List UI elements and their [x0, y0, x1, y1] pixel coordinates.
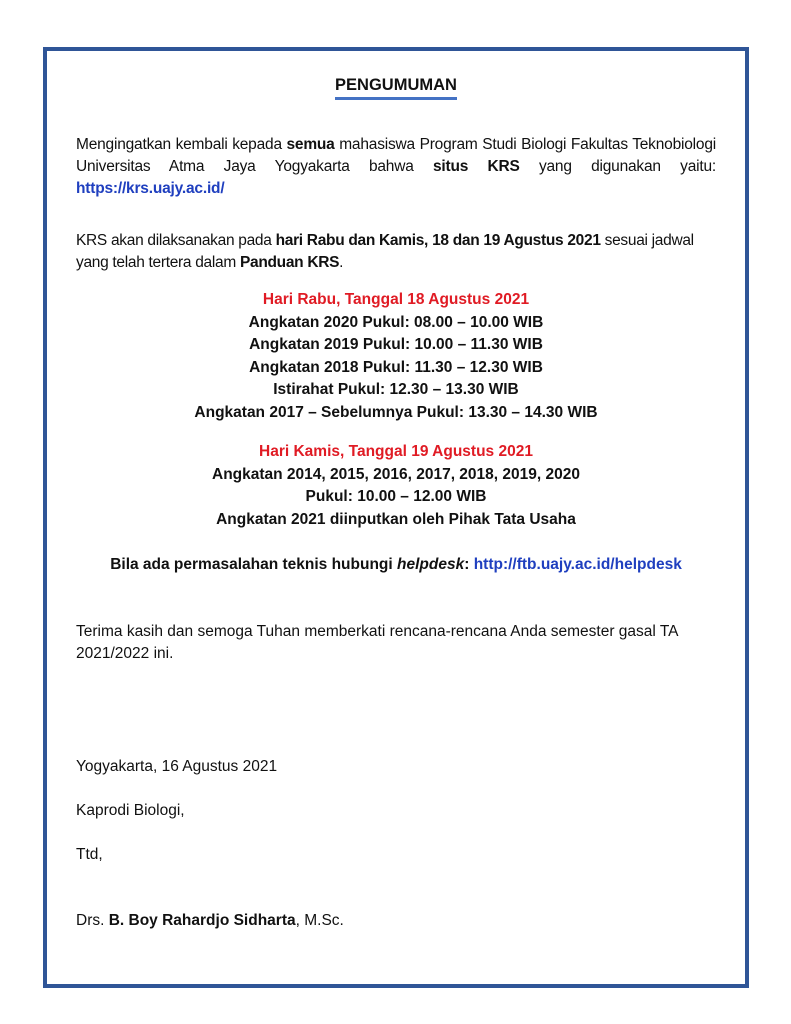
krs-text: KRS akan dilaksanakan pada — [76, 232, 276, 249]
helpdesk-text: : — [464, 556, 474, 573]
intro-bold-situs-krs: situs KRS — [432, 158, 520, 175]
intro-paragraph — [76, 134, 716, 200]
signature-ttd: Ttd, — [76, 846, 103, 863]
schedule-line: Istirahat Pukul: 12.30 – 13.30 WIB — [273, 381, 519, 398]
page-title — [76, 74, 716, 102]
schedule-line: Angkatan 2018 Pukul: 11.30 – 12.30 WIB — [249, 358, 543, 376]
signature-place-date: Yogyakarta, 16 Agustus 2021 — [76, 758, 278, 775]
signature-suffix: , M.Sc. — [295, 912, 344, 929]
krs-text: sesuai jadwal yang telah tertera dalam — [76, 232, 694, 271]
schedule-line: Angkatan 2021 diinputkan oleh Pihak Tata Usaha — [216, 510, 576, 528]
helpdesk-line — [76, 554, 716, 576]
signature-name: B. Boy Rahardjo Sidharta — [108, 912, 296, 929]
krs-paragraph — [76, 230, 716, 274]
schedule-line: Angkatan 2017 – Sebelumnya Pukul: 13.30 – 14.30 WIB — [194, 403, 598, 421]
krs-site-link[interactable]: https://krs.uajy.ac.id/ — [76, 180, 225, 197]
intro-text: yang digunakan yaitu: — [519, 158, 716, 175]
krs-bold-dates: hari Rabu dan Kamis, 18 dan 19 Agustus 2021 — [275, 232, 601, 249]
schedule-day-heading: Hari Rabu, Tanggal 18 Agustus 2021 — [262, 291, 530, 308]
krs-text: . — [339, 254, 344, 271]
announcement-document — [76, 74, 716, 929]
schedule-day-heading: Hari Kamis, Tanggal 19 Agustus 2021 — [259, 443, 533, 460]
schedule-line: Angkatan 2019 Pukul: 10.00 – 11.30 WIB — [249, 336, 543, 353]
schedule-line: Angkatan 2014, 2015, 2016, 2017, 2018, 2019, 2020 — [212, 465, 580, 483]
signature-prefix: Drs. — [76, 912, 109, 929]
helpdesk-text: Bila ada permasalahan teknis hubungi — [110, 556, 398, 573]
helpdesk-italic: helpdesk — [397, 556, 465, 573]
helpdesk-link[interactable]: http://ftb.uajy.ac.id/helpdesk — [473, 556, 682, 573]
intro-text: Mengingatkan kembali kepada — [76, 136, 287, 153]
krs-bold-panduan: Panduan KRS — [239, 254, 340, 271]
intro-text: mahasiswa Program Studi Biologi Fakultas Teknobiologi Universitas Atma Jaya Yogyakarta bahwa — [76, 136, 716, 175]
signature-position: Kaprodi Biologi, — [76, 802, 185, 819]
schedule-line: Pukul: 10.00 – 12.00 WIB — [305, 488, 487, 505]
schedule-rabu — [76, 289, 716, 424]
closing-paragraph: Terima kasih dan semoga Tuhan memberkati rencana-rencana Anda semester gasal TA 2021/2022 ini. — [76, 623, 678, 662]
intro-bold-semua: semua — [286, 136, 335, 153]
schedule-kamis — [76, 441, 716, 531]
title-text: PENGUMUMAN — [335, 74, 457, 100]
schedule-line: Angkatan 2020 Pukul: 08.00 – 10.00 WIB — [248, 313, 544, 331]
signature-name-line — [76, 910, 716, 932]
